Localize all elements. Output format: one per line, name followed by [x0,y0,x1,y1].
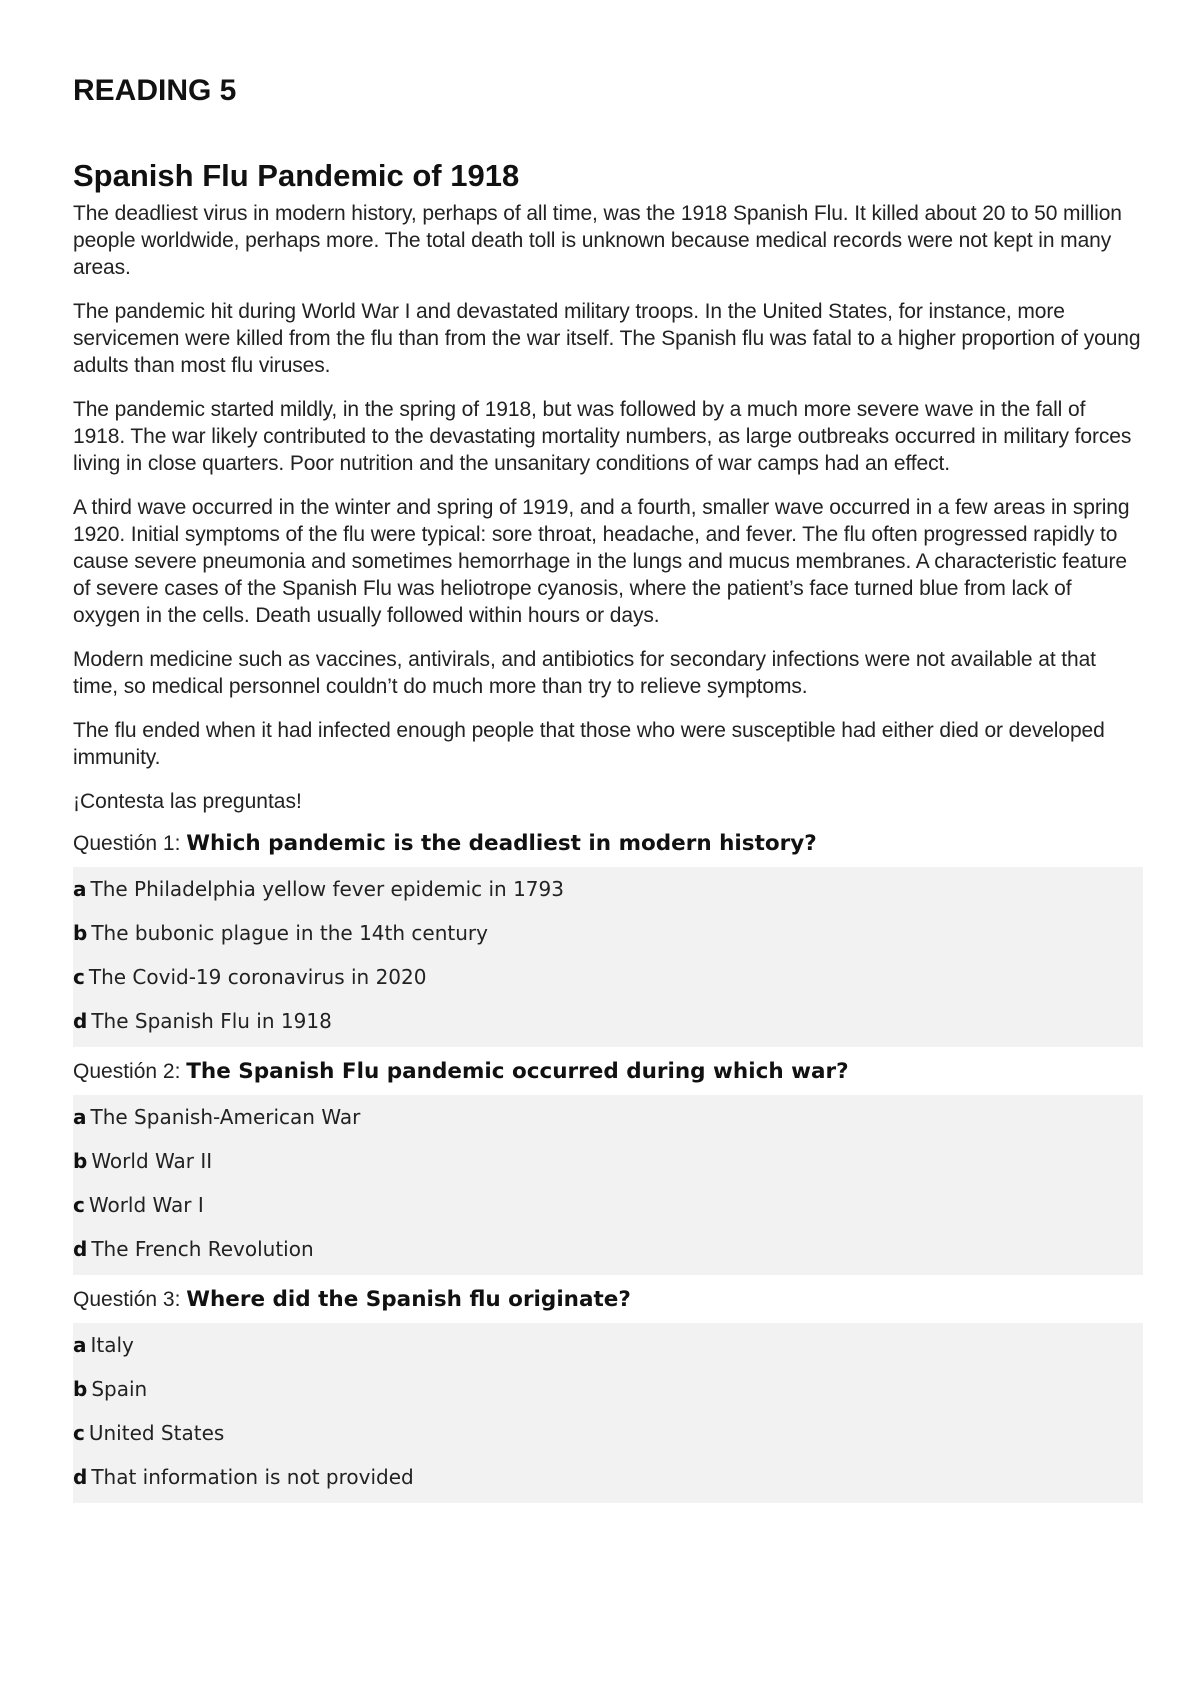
question-number: Questión 2: [73,1060,181,1083]
option-text: The Spanish-American War [90,1105,361,1129]
question-number: Questión 3: [73,1288,181,1311]
answer-option[interactable] [73,957,1143,1001]
option-text: The Philadelphia yellow fever epidemic in 1793 [90,877,564,901]
answer-option[interactable] [73,1413,1143,1457]
quiz-instruction: ¡Contesta las preguntas! [73,790,302,813]
answer-option[interactable] [73,1457,1143,1501]
article-paragraph: Modern medicine such as vaccines, antivirals, and antibiotics for secondary infections were not available at that time, so medical personnel couldn’t do much more than try to relieve symptoms. [73,648,1096,698]
answer-option[interactable] [73,869,1143,913]
article-paragraph: The pandemic started mildly, in the spring of 1918, but was followed by a much more severe wave in the fall of 1918. The war likely contributed to the devastating mortality numbers, as large outbreaks occurred in military forces living in close quarters. Poor nutrition and the unsanitary conditions of war camps had an effect. [73,398,1132,475]
article-paragraph: A third wave occurred in the winter and spring of 1919, and a fourth, smaller wave occurred in a few areas in spring 1920. Initial symptoms of the flu were typical: sore throat, headache, and fever. The flu often progressed rapidly to cause severe pneumonia and sometimes hemorrhage in the lungs and mucus membranes. A characteristic feature of severe cases of the Spanish Flu was heliotrope cyanosis, where the patient’s face turned blue from lack of oxygen in the cells. Death usually followed within hours or days. [73,496,1130,627]
option-letter: c [73,1421,85,1445]
option-text: United States [88,1421,225,1445]
answer-options [73,1095,1143,1275]
question-text: Which pandemic is the deadliest in modern history? [186,831,817,856]
option-letter: c [73,1193,85,1217]
answer-option[interactable] [73,1185,1143,1229]
option-letter: b [73,1149,88,1173]
question-text: The Spanish Flu pandemic occurred during which war? [186,1059,849,1084]
question-number: Questión 1: [73,832,181,855]
answer-options [73,867,1143,1047]
article-paragraph: The flu ended when it had infected enough people that those who were susceptible had either died or developed immunity. [73,719,1105,769]
option-text: The Spanish Flu in 1918 [91,1009,332,1033]
option-text: The Covid-19 coronavirus in 2020 [88,965,427,989]
answer-option[interactable] [73,1141,1143,1185]
option-letter: b [73,1377,88,1401]
option-letter: d [73,1009,88,1033]
question-1 [73,829,1143,859]
article [73,156,1143,1513]
option-letter: b [73,921,88,945]
question-3 [73,1285,1143,1315]
question-text: Where did the Spanish flu originate? [186,1287,631,1312]
answer-option[interactable] [73,1229,1143,1273]
answer-options [73,1323,1143,1503]
option-text: World War I [88,1193,204,1217]
article-title: Spanish Flu Pandemic of 1918 [73,158,520,193]
answer-option[interactable] [73,1001,1143,1045]
option-text: World War II [91,1149,213,1173]
answer-option[interactable] [73,1097,1143,1141]
option-text: The bubonic plague in the 14th century [91,921,488,945]
option-text: The French Revolution [91,1237,314,1261]
answer-option[interactable] [73,1369,1143,1413]
answer-option[interactable] [73,913,1143,957]
answer-option[interactable] [73,1325,1143,1369]
option-letter: a [73,1105,87,1129]
option-letter: d [73,1237,88,1261]
option-text: Italy [90,1333,134,1357]
reading-heading: READING 5 [73,74,237,107]
option-letter: c [73,965,85,989]
question-2 [73,1057,1143,1087]
option-text: That information is not provided [91,1465,414,1489]
article-paragraph: The pandemic hit during World War I and devastated military troops. In the United States, for instance, more servicemen were killed from the flu than from the war itself. The Spanish flu was fatal to a higher proportion of young adults than most flu viruses. [73,300,1141,377]
option-letter: d [73,1465,88,1489]
article-paragraph: The deadliest virus in modern history, perhaps of all time, was the 1918 Spanish Flu. It killed about 20 to 50 million people worldwide, perhaps more. The total death toll is unknown because medical records were not kept in many areas. [73,202,1122,279]
option-text: Spain [91,1377,148,1401]
option-letter: a [73,1333,87,1357]
option-letter: a [73,877,87,901]
